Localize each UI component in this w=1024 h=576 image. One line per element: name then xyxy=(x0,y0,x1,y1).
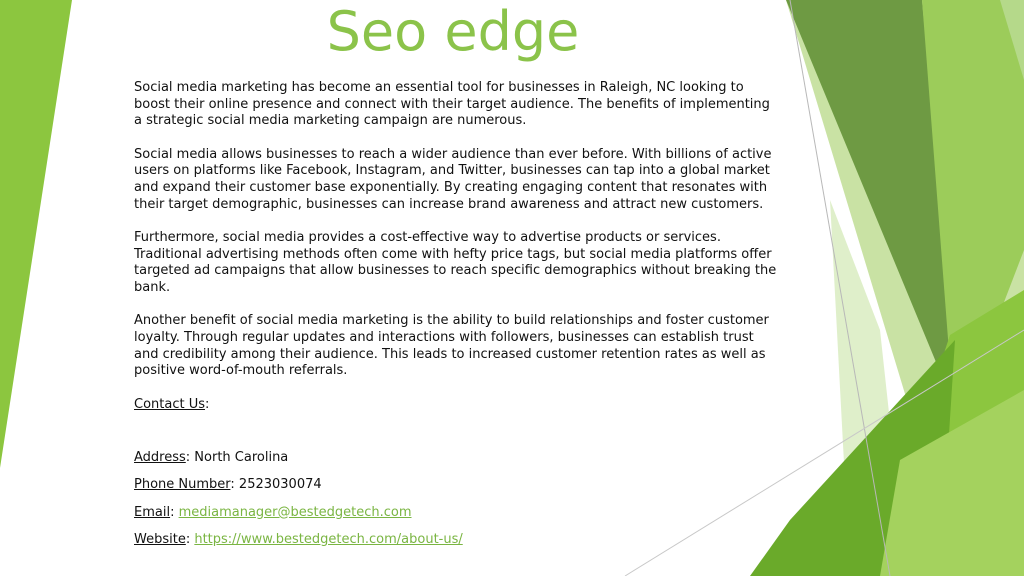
contact-website: Website: https://www.bestedgetech.com/about-us/ xyxy=(134,531,463,547)
address-value: North Carolina xyxy=(194,450,289,466)
paragraph-audience: Social media allows businesses to reach a wider audience than ever before. With billions of active users on platforms like Facebook, Instagram, and Twitter, businesses can tap into a global market and expand their customer base exponentially. By creating engaging content that resonates with their target demographic, businesses can increase brand awareness and attract new customers. xyxy=(134,146,772,212)
phone-label: Phone Number xyxy=(134,477,231,493)
contact-email: Email: mediamanager@bestedgetech.com xyxy=(134,504,412,520)
page-title: Seo edge xyxy=(326,0,580,63)
website-link[interactable]: https://www.bestedgetech.com/about-us/ xyxy=(194,531,463,547)
paragraph-cost: Furthermore, social media provides a cost-effective way to advertise products or services. Traditional advertising methods often come with hefty price tags, but social media platforms offer targeted ad campaigns that allow businesses to reach specific demographics without breaking the bank. xyxy=(134,229,777,296)
website-label: Website xyxy=(134,531,186,547)
paragraph-loyalty: Another benefit of social media marketing is the ability to build relationships and foster customer loyalty. Through regular updates and interactions with followers, businesses can establish trust and credibility among their audience. This leads to increased customer retention rates as well as positive word-of-mouth referrals. xyxy=(134,313,769,379)
paragraph-intro: Social media marketing has become an essential tool for businesses in Raleigh, NC looking to boost their online presence and connect with their target audience. The benefits of implementing a strategic social media marketing campaign are numerous. xyxy=(134,80,770,129)
contact-heading: Contact Us: xyxy=(134,396,210,412)
contact-address: Address: North Carolina xyxy=(134,450,289,466)
email-label: Email xyxy=(134,504,171,520)
email-link[interactable]: mediamanager@bestedgetech.com xyxy=(178,504,412,520)
contact-phone: Phone Number: 2523030074 xyxy=(134,477,322,493)
left-green-wedge xyxy=(0,0,72,468)
phone-value: 2523030074 xyxy=(238,477,322,493)
address-label: Address xyxy=(134,450,186,466)
slide-body xyxy=(134,80,779,559)
